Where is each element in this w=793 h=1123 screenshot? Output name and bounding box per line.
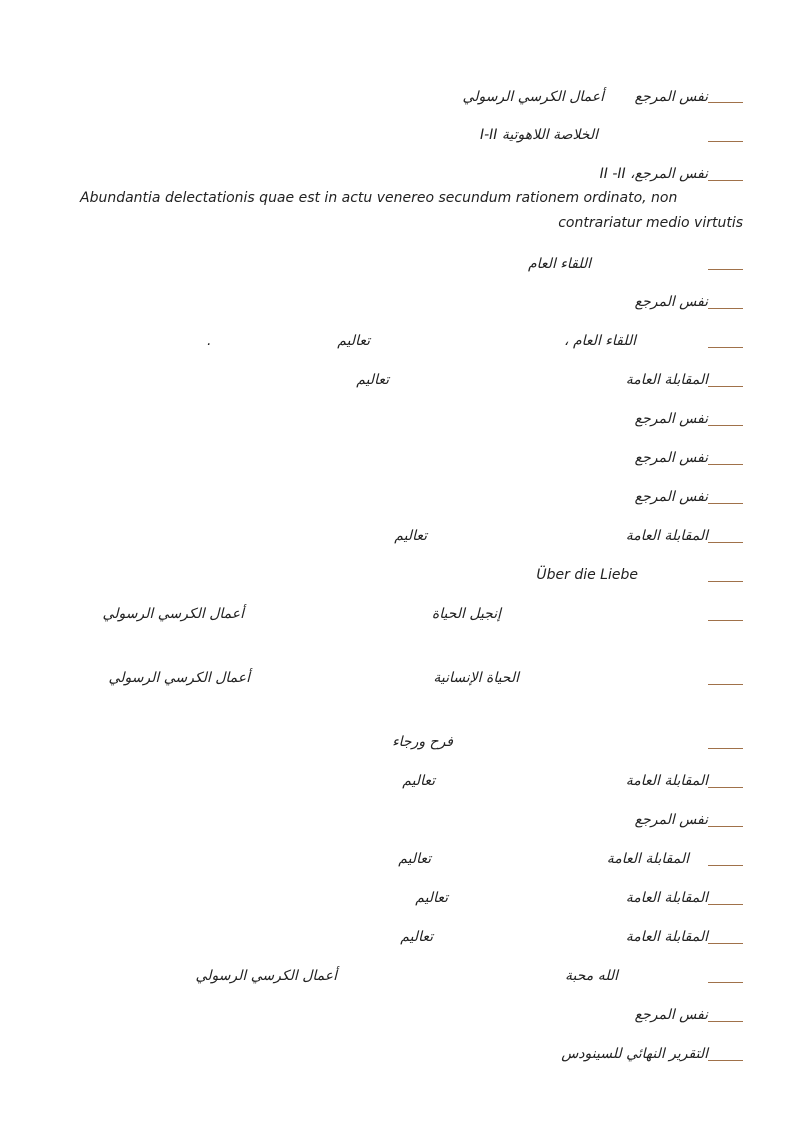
footnote-text: المقابلة العامة	[625, 773, 708, 789]
footnote-text: نفس المرجع	[634, 411, 708, 427]
footnote-source: الحياة الإنسانية	[433, 670, 519, 686]
footnote-blank	[708, 826, 743, 827]
footnote-source: أعمال الكرسي الرسولي	[102, 606, 244, 622]
footnote-source: المقابلة العامة	[606, 851, 689, 867]
footnote-blank	[708, 620, 743, 621]
footnote-source: الله محبة	[564, 968, 618, 984]
footnote-source: Über die Liebe	[536, 567, 638, 583]
footnote-blank	[708, 581, 743, 582]
footnote-source: اللقاء العام ،	[564, 333, 636, 349]
footnote-text: نفس المرجع	[634, 812, 708, 828]
footnote-source: تعاليم	[398, 851, 431, 867]
footnote-text: نفس المرجع، II -II	[599, 166, 708, 182]
footnote-source: إنجيل الحياة	[431, 606, 501, 622]
footnote-source: تعاليم	[415, 890, 448, 906]
footnote-blank	[708, 787, 743, 788]
footnote-source: اللقاء العام	[527, 256, 591, 272]
latin-quote-line-1: Abundantia delectationis quae est in actu venereo secundum rationem ordinato, non	[80, 190, 678, 206]
footnote-text: نفس المرجع	[634, 1007, 708, 1023]
footnote-text: نفس المرجع	[634, 489, 708, 505]
footnote-text: المقابلة العامة	[625, 929, 708, 945]
footnote-source: تعاليم	[356, 372, 389, 388]
footnote-blank	[708, 943, 743, 944]
footnote-punctuation: .	[207, 333, 212, 349]
footnote-source: أعمال الكرسي الرسولي	[462, 89, 604, 105]
footnote-source: الخلاصة اللاهوتية I-II	[479, 127, 598, 143]
footnote-blank	[708, 102, 743, 103]
footnote-blank	[708, 308, 743, 309]
footnote-blank	[708, 503, 743, 504]
footnote-blank	[708, 904, 743, 905]
footnote-blank	[708, 269, 743, 270]
footnote-source: أعمال الكرسي الرسولي	[195, 968, 337, 984]
footnote-blank	[708, 464, 743, 465]
footnote-source: تعاليم	[337, 333, 370, 349]
footnote-source: فرح ورجاء	[392, 734, 453, 750]
footnote-text: نفس المرجع	[634, 89, 708, 105]
footnote-text: المقابلة العامة	[625, 890, 708, 906]
footnote-source: أعمال الكرسي الرسولي	[108, 670, 250, 686]
latin-quote-line-2: contrariatur medio virtutis	[558, 215, 743, 231]
footnote-source: تعاليم	[402, 773, 435, 789]
footnote-source: تعاليم	[400, 929, 433, 945]
footnote-source: تعاليم	[394, 528, 427, 544]
footnote-blank	[708, 542, 743, 543]
footnote-blank	[708, 865, 743, 866]
footnote-text: التقرير النهائي للسينودس	[561, 1046, 708, 1062]
footnote-blank	[708, 748, 743, 749]
footnote-blank	[708, 141, 743, 142]
footnote-text: المقابلة العامة	[625, 372, 708, 388]
footnote-blank	[708, 180, 743, 181]
footnote-text: المقابلة العامة	[625, 528, 708, 544]
footnote-blank	[708, 982, 743, 983]
footnote-text: نفس المرجع	[634, 294, 708, 310]
footnote-blank	[708, 1021, 743, 1022]
footnote-blank	[708, 684, 743, 685]
footnote-blank	[708, 1060, 743, 1061]
footnote-blank	[708, 425, 743, 426]
footnote-blank	[708, 386, 743, 387]
footnote-text: نفس المرجع	[634, 450, 708, 466]
footnote-blank	[708, 347, 743, 348]
